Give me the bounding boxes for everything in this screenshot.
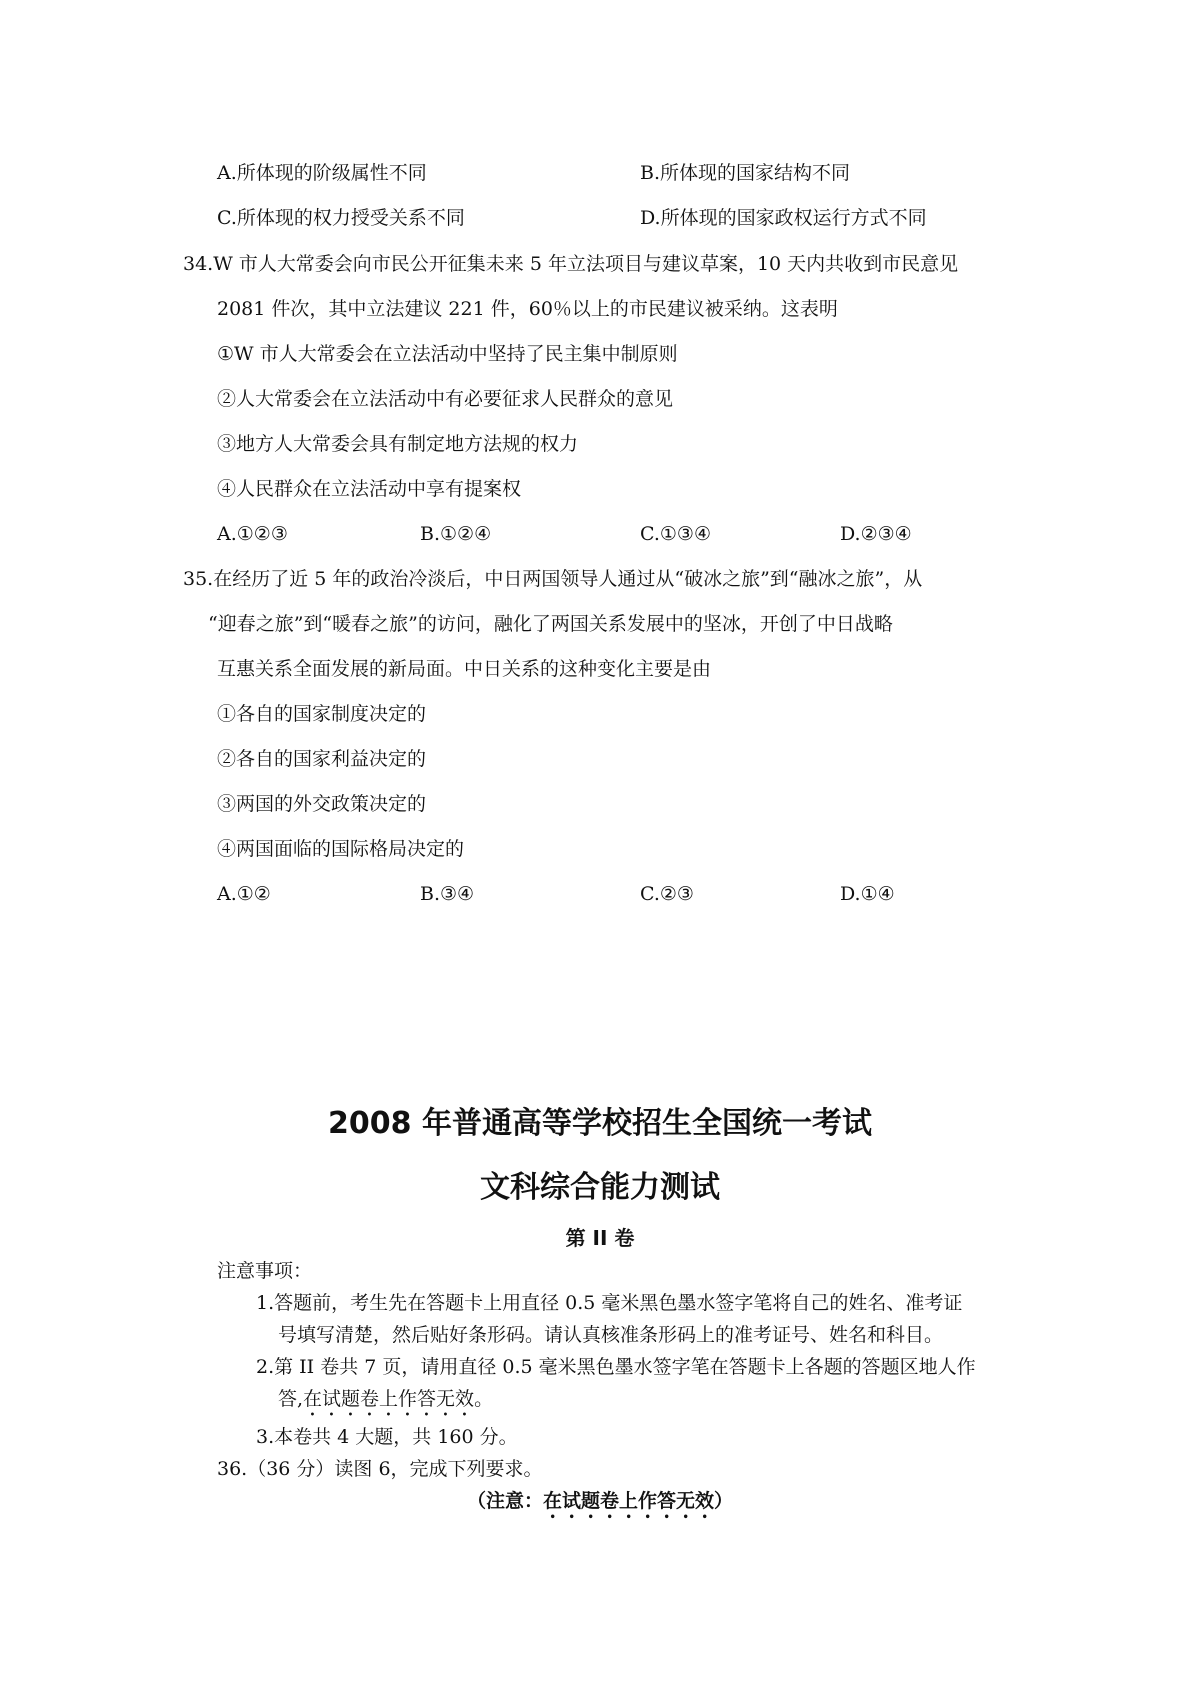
q34-option-b: B.①②④: [420, 523, 492, 545]
note-2-suffix: 。: [474, 1388, 494, 1410]
q33-option-a: A.所体现的阶级属性不同: [217, 162, 427, 184]
q36-notice-open: （注意：: [466, 1490, 543, 1512]
q35-stem-line3: 互惠关系全面发展的新局面。中日关系的这种变化主要是由: [217, 658, 712, 680]
q34-stem-line2: 2081 件次，其中立法建议 221 件，60％以上的市民建议被采纳。这表明: [217, 298, 838, 320]
q36-notice-close: ）: [714, 1490, 734, 1512]
note-3: 3.本卷共 4 大题，共 160 分。: [256, 1426, 518, 1448]
exam-subtitle: 文科综合能力测试: [480, 1170, 720, 1205]
exam-title: 2008 年普通高等学校招生全国统一考试: [328, 1106, 872, 1141]
q33-option-b: B.所体现的国家结构不同: [640, 162, 851, 184]
q35-item-4: ④两国面临的国际格局决定的: [217, 838, 465, 860]
q35-item-3: ③两国的外交政策决定的: [217, 793, 427, 815]
q36-notice: [0, 1488, 1200, 1523]
q35-stem-line2: “迎春之旅”到“暖春之旅”的访问，融化了两国关系发展中的坚冰，开创了中日战略: [208, 613, 893, 635]
q35-option-a: A.①②: [217, 883, 271, 905]
q34-item-4: ④人民群众在立法活动中享有提案权: [217, 478, 522, 500]
q33-option-d: D.所体现的国家政权运行方式不同: [640, 207, 927, 229]
volume-label: 第 II 卷: [565, 1226, 635, 1250]
note-2-emphasis: 在试题卷上作答无效: [303, 1388, 475, 1410]
q34-item-2: ②人大常委会在立法活动中有必要征求人民群众的意见: [217, 388, 674, 410]
note-1-line1: 1.答题前，考生先在答题卡上用直径 0.5 毫米黑色墨水签字笔将自己的姓名、准考证: [256, 1292, 963, 1314]
q34-stem-line1: 34.W 市人大常委会向市民公开征集未来 5 年立法项目与建议草案，10 天内共收到市民意见: [183, 253, 959, 275]
q34-option-a: A.①②③: [217, 523, 288, 545]
q36-notice-emphasis: 在试题卷上作答无效: [542, 1490, 714, 1512]
note-2-line1: 2.第 II 卷共 7 页，请用直径 0.5 毫米黑色墨水签字笔在答题卡上各题的答题区地人作: [256, 1356, 976, 1378]
q35-stem-line1: 35.在经历了近 5 年的政治冷淡后，中日两国领导人通过从“破冰之旅”到“融冰之旅”，从: [183, 568, 923, 590]
q34-item-3: ③地方人大常委会具有制定地方法规的权力: [217, 433, 579, 455]
note-1-line2: 号填写清楚，然后贴好条形码。请认真核准条形码上的准考证号、姓名和科目。: [278, 1324, 944, 1346]
q34-option-c: C.①③④: [640, 523, 711, 545]
note-2-prefix: 答,: [278, 1388, 304, 1410]
q35-option-c: C.②③: [640, 883, 694, 905]
note-2-line2: [278, 1386, 493, 1421]
q34-item-1: ①W 市人大常委会在立法活动中坚持了民主集中制原则: [217, 343, 678, 365]
notes-heading: 注意事项：: [217, 1260, 313, 1282]
q34-option-d: D.②③④: [840, 523, 912, 545]
q35-item-2: ②各自的国家利益决定的: [217, 748, 427, 770]
q35-item-1: ①各自的国家制度决定的: [217, 703, 427, 725]
q36-stem: 36.（36 分）读图 6，完成下列要求。: [217, 1458, 543, 1480]
q33-option-c: C.所体现的权力授受关系不同: [217, 207, 465, 229]
q35-option-b: B.③④: [420, 883, 475, 905]
q35-option-d: D.①④: [840, 883, 895, 905]
